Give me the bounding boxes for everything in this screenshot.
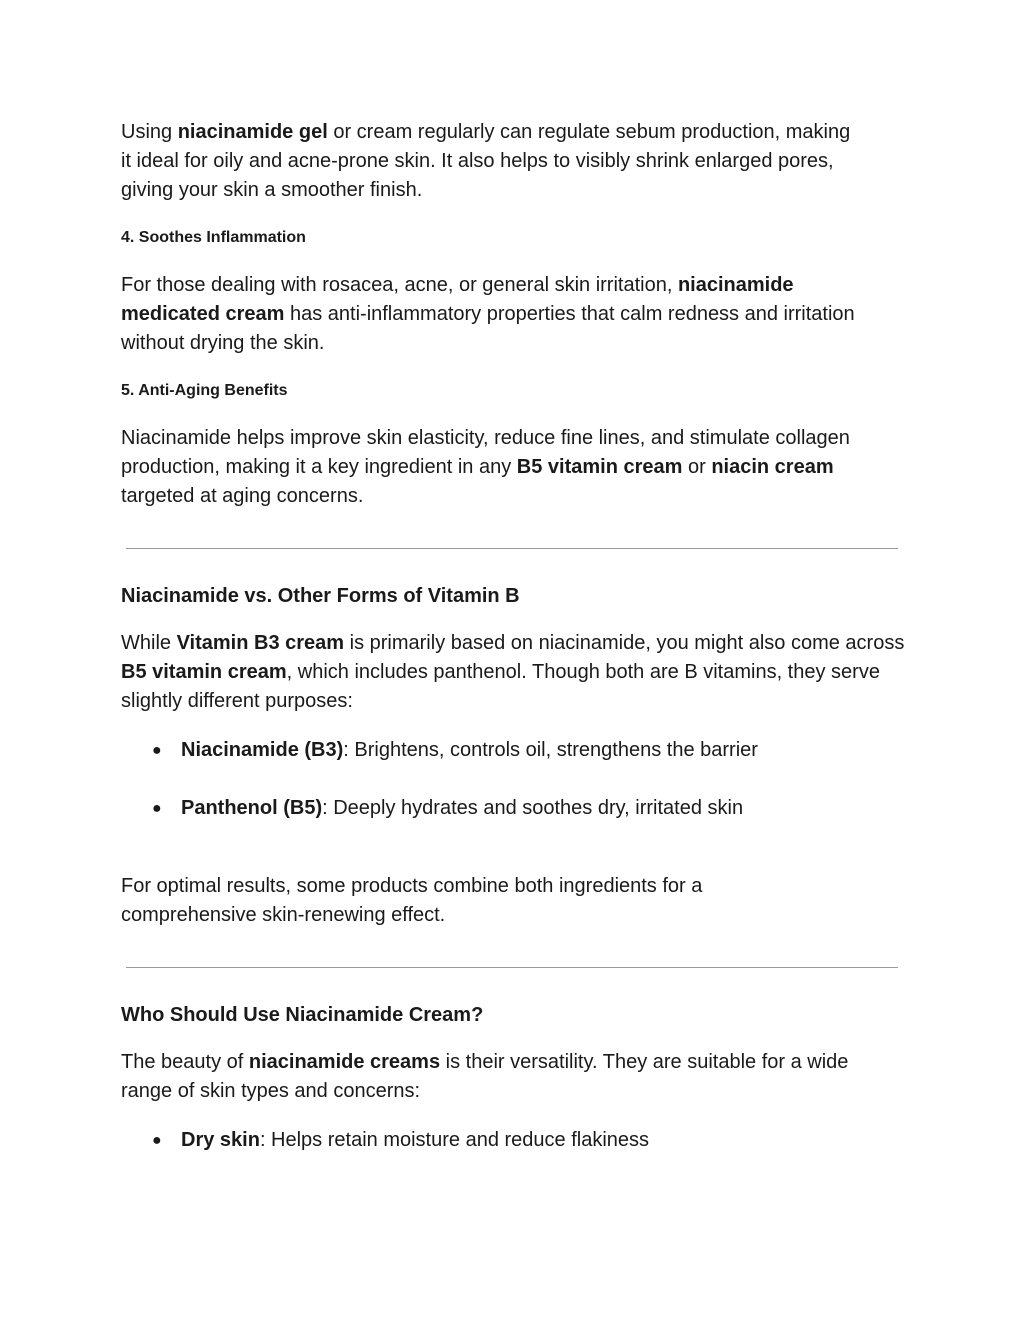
paragraph-vitamin-b-forms: While Vitamin B3 cream is primarily based on niacinamide, you might also come across B5 vitamin cream, which includes panthenol. Though both are B vitamins, they serve slightly different purposes: <box>121 632 905 712</box>
list-item: ● Niacinamide (B3): Brightens, controls oil, strengthens the barrier <box>121 736 911 765</box>
paragraph-optimal-results: For optimal results, some products combine both ingredients for a comprehensive skin-renewing effect. <box>121 875 703 926</box>
bold-niacinamide-gel: niacinamide gel <box>177 121 328 143</box>
bold-vitamin-b3-cream: Vitamin B3 cream <box>176 632 345 654</box>
bullet-icon: ● <box>152 1132 162 1149</box>
bold-niacinamide-creams: niacinamide creams <box>248 1051 441 1073</box>
bullet-icon: ● <box>152 742 162 759</box>
heading-niacinamide-vs-vitamin-b: Niacinamide vs. Other Forms of Vitamin B <box>121 585 520 607</box>
heading-soothes-inflammation: 4. Soothes Inflammation <box>121 229 306 246</box>
list-item: ● Dry skin: Helps retain moisture and reduce flakiness <box>121 1126 911 1155</box>
heading-who-should-use: Who Should Use Niacinamide Cream? <box>121 1004 484 1026</box>
list-item: ● Panthenol (B5): Deeply hydrates and soothes dry, irritated skin <box>121 794 911 823</box>
bold-niacinamide-medicated-cream: niacinamide medicated cream <box>121 274 794 325</box>
bold-b5-vitamin-cream: B5 vitamin cream <box>121 661 287 683</box>
bold-b5-vitamin-cream: B5 vitamin cream <box>516 456 683 478</box>
bullet-icon: ● <box>152 800 162 817</box>
document-page <box>121 118 911 1155</box>
section-divider <box>126 548 898 549</box>
paragraph-versatility: The beauty of niacinamide creams is their versatility. They are suitable for a wide range of skin types and concerns: <box>121 1051 849 1102</box>
paragraph-inflammation: For those dealing with rosacea, acne, or general skin irritation, niacinamide medicated cream has anti-inflammatory properties that calm redness and irritation without drying the skin. <box>121 274 855 354</box>
bold-niacin-cream: niacin cream <box>711 456 834 478</box>
paragraph-sebum: Using niacinamide gel or cream regularly can regulate sebum production, making it ideal for oily and acne-prone skin. It also helps to visibly shrink enlarged pores, giving your skin a smoother finish. <box>121 121 851 201</box>
bullet-list-skin-types <box>121 1126 911 1155</box>
bullet-list-b-vitamins <box>121 736 911 823</box>
heading-anti-aging: 5. Anti-Aging Benefits <box>121 382 288 399</box>
section-divider <box>126 967 898 968</box>
paragraph-anti-aging: Niacinamide helps improve skin elasticity, reduce fine lines, and stimulate collagen production, making it a key ingredient in any B5 vitamin cream or niacin cream targeted at aging concerns. <box>121 427 850 507</box>
